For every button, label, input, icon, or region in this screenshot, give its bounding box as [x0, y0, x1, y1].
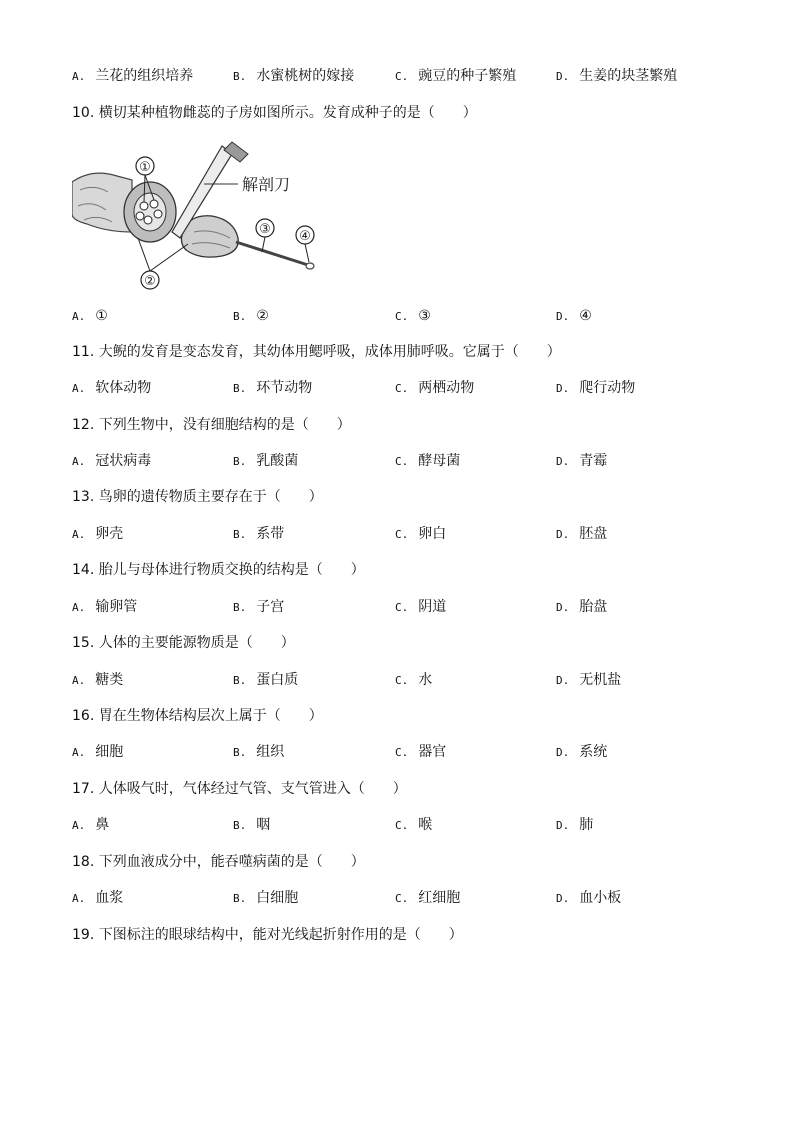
- question-12-stem: 12. 下列生物中，没有细胞结构的是（ ）: [72, 417, 351, 433]
- option-text: ③: [418, 308, 431, 324]
- option-text: ④: [579, 308, 592, 324]
- option-c[interactable]: [395, 306, 431, 327]
- option-letter: B.: [233, 819, 247, 832]
- option-text: 肺: [579, 817, 594, 833]
- option-letter: C.: [395, 746, 409, 759]
- style: [236, 242, 308, 265]
- ovary-cross-section-figure: [72, 140, 332, 300]
- question-18-stem: 18. 下列血液成分中，能吞噬病菌的是（ ）: [72, 854, 365, 870]
- option-text: 软体动物: [95, 380, 152, 396]
- option-text: 血浆: [95, 890, 124, 906]
- option-letter: B.: [233, 746, 247, 759]
- option-a[interactable]: [72, 378, 151, 399]
- option-b[interactable]: [233, 66, 354, 87]
- option-a[interactable]: [72, 524, 123, 545]
- question-17-stem: 17. 人体吸气时，气体经过气管、支气管进入（ ）: [72, 781, 407, 797]
- option-letter: D.: [556, 819, 570, 832]
- option-b[interactable]: [233, 451, 298, 472]
- option-d[interactable]: [556, 742, 607, 763]
- options-q9: [72, 66, 732, 86]
- ovule: [154, 210, 162, 218]
- option-text: 胚盘: [579, 526, 608, 542]
- option-text: 水蜜桃树的嫁接: [256, 68, 355, 84]
- option-text: 子宫: [256, 599, 285, 615]
- options-q18: [72, 888, 732, 908]
- option-letter: D.: [556, 455, 570, 468]
- option-letter: D.: [556, 528, 570, 541]
- option-text: 组织: [256, 744, 285, 760]
- option-letter: A.: [72, 819, 86, 832]
- label-2-leader: [150, 244, 188, 271]
- option-text: 糖类: [95, 672, 124, 688]
- option-letter: A.: [72, 892, 86, 905]
- option-text: 咽: [256, 817, 271, 833]
- option-c[interactable]: [395, 66, 516, 87]
- option-text: 豌豆的种子繁殖: [418, 68, 517, 84]
- question-15-stem: 15. 人体的主要能源物质是（ ）: [72, 635, 295, 651]
- option-d[interactable]: [556, 66, 677, 87]
- options-q15: [72, 670, 732, 690]
- option-text: 系带: [256, 526, 285, 542]
- option-c[interactable]: [395, 888, 460, 909]
- label-4-leader: [305, 244, 309, 262]
- option-letter: B.: [233, 382, 247, 395]
- option-letter: D.: [556, 382, 570, 395]
- option-text: 酵母菌: [418, 453, 461, 469]
- option-text: 兰花的组织培养: [95, 68, 194, 84]
- options-q11: [72, 378, 732, 398]
- option-text: 白细胞: [256, 890, 299, 906]
- option-letter: A.: [72, 70, 86, 83]
- option-text: 卵壳: [95, 526, 124, 542]
- option-letter: D.: [556, 746, 570, 759]
- options-q17: [72, 815, 732, 835]
- option-letter: A.: [72, 746, 86, 759]
- option-a[interactable]: [72, 742, 123, 763]
- option-text: ①: [95, 308, 108, 324]
- label-3: ③: [259, 222, 271, 237]
- option-b[interactable]: [233, 378, 312, 399]
- ovule: [150, 200, 158, 208]
- option-a[interactable]: [72, 66, 193, 87]
- option-letter: D.: [556, 310, 570, 323]
- option-letter: C.: [395, 455, 409, 468]
- option-a[interactable]: [72, 451, 151, 472]
- label-4: ④: [299, 229, 311, 244]
- option-letter: D.: [556, 674, 570, 687]
- option-d[interactable]: [556, 888, 621, 909]
- option-letter: B.: [233, 892, 247, 905]
- option-text: 喉: [418, 817, 433, 833]
- stigma: [306, 263, 314, 269]
- option-a[interactable]: [72, 597, 137, 618]
- question-19-stem: 19. 下图标注的眼球结构中，能对光线起折射作用的是（ ）: [72, 927, 463, 943]
- option-text: 鼻: [95, 817, 110, 833]
- option-letter: C.: [395, 382, 409, 395]
- option-d[interactable]: [556, 306, 592, 327]
- label-2: ②: [144, 274, 156, 289]
- ovule: [136, 212, 144, 220]
- option-text: 阴道: [418, 599, 447, 615]
- options-q14: [72, 597, 732, 617]
- option-text: 冠状病毒: [95, 453, 152, 469]
- option-c[interactable]: [395, 815, 432, 836]
- option-text: 乳酸菌: [256, 453, 299, 469]
- options-q10: [72, 306, 732, 326]
- option-text: 细胞: [95, 744, 124, 760]
- options-q12: [72, 451, 732, 471]
- option-a[interactable]: [72, 306, 108, 327]
- option-a[interactable]: [72, 670, 123, 691]
- option-text: 器官: [418, 744, 447, 760]
- option-text: 红细胞: [418, 890, 461, 906]
- option-b[interactable]: [233, 815, 270, 836]
- option-letter: B.: [233, 601, 247, 614]
- option-text: 胎盘: [579, 599, 608, 615]
- knife-label: 解剖刀: [242, 175, 291, 194]
- option-letter: C.: [395, 819, 409, 832]
- option-b[interactable]: [233, 597, 284, 618]
- option-text: 无机盐: [579, 672, 622, 688]
- option-b[interactable]: [233, 524, 284, 545]
- option-c[interactable]: [395, 670, 432, 691]
- option-d[interactable]: [556, 597, 607, 618]
- option-d[interactable]: [556, 451, 607, 472]
- option-d[interactable]: [556, 815, 593, 836]
- options-q13: [72, 524, 732, 544]
- label-2-leader: [138, 238, 150, 271]
- question-11-stem: 11. 大鲵的发育是变态发育，其幼体用鳃呼吸，成体用肺呼吸。它属于（ ）: [72, 344, 561, 360]
- option-d[interactable]: [556, 670, 621, 691]
- option-letter: C.: [395, 310, 409, 323]
- option-letter: A.: [72, 382, 86, 395]
- option-text: 输卵管: [95, 599, 138, 615]
- option-a[interactable]: [72, 815, 109, 836]
- question-16-stem: 16. 胃在生物体结构层次上属于（ ）: [72, 708, 323, 724]
- option-c[interactable]: [395, 378, 474, 399]
- question-14-stem: 14. 胎儿与母体进行物质交换的结构是（ ）: [72, 562, 365, 578]
- option-b[interactable]: [233, 306, 269, 327]
- option-letter: C.: [395, 528, 409, 541]
- question-10-stem: 10. 横切某种植物雌蕊的子房如图所示。发育成种子的是（ ）: [72, 105, 477, 121]
- option-letter: A.: [72, 310, 86, 323]
- label-1: ①: [139, 160, 151, 175]
- option-text: 生姜的块茎繁殖: [579, 68, 678, 84]
- option-text: 血小板: [579, 890, 622, 906]
- option-text: 卵白: [418, 526, 447, 542]
- option-text: 系统: [579, 744, 608, 760]
- options-q16: [72, 742, 732, 762]
- option-text: 水: [418, 672, 433, 688]
- option-letter: A.: [72, 601, 86, 614]
- option-b[interactable]: [233, 888, 298, 909]
- option-letter: C.: [395, 674, 409, 687]
- option-text: 青霉: [579, 453, 608, 469]
- option-a[interactable]: [72, 888, 123, 909]
- option-text: 两栖动物: [418, 380, 475, 396]
- option-b[interactable]: [233, 670, 298, 691]
- ovule: [140, 202, 148, 210]
- option-d[interactable]: [556, 524, 607, 545]
- option-c[interactable]: [395, 597, 446, 618]
- option-text: 爬行动物: [579, 380, 636, 396]
- option-letter: A.: [72, 674, 86, 687]
- option-b[interactable]: [233, 742, 284, 763]
- option-letter: B.: [233, 70, 247, 83]
- option-text: 环节动物: [256, 380, 313, 396]
- option-letter: C.: [395, 70, 409, 83]
- option-letter: B.: [233, 455, 247, 468]
- option-text: ②: [256, 308, 269, 324]
- option-letter: D.: [556, 892, 570, 905]
- option-c[interactable]: [395, 742, 446, 763]
- option-letter: D.: [556, 601, 570, 614]
- option-letter: A.: [72, 455, 86, 468]
- option-letter: B.: [233, 310, 247, 323]
- option-letter: A.: [72, 528, 86, 541]
- option-text: 蛋白质: [256, 672, 299, 688]
- option-c[interactable]: [395, 524, 446, 545]
- option-letter: C.: [395, 892, 409, 905]
- option-letter: B.: [233, 674, 247, 687]
- pistil-stem-shape: [72, 173, 132, 232]
- option-d[interactable]: [556, 378, 635, 399]
- option-letter: D.: [556, 70, 570, 83]
- option-letter: B.: [233, 528, 247, 541]
- ovule: [144, 216, 152, 224]
- option-letter: C.: [395, 601, 409, 614]
- question-13-stem: 13. 鸟卵的遗传物质主要存在于（ ）: [72, 489, 323, 505]
- option-c[interactable]: [395, 451, 460, 472]
